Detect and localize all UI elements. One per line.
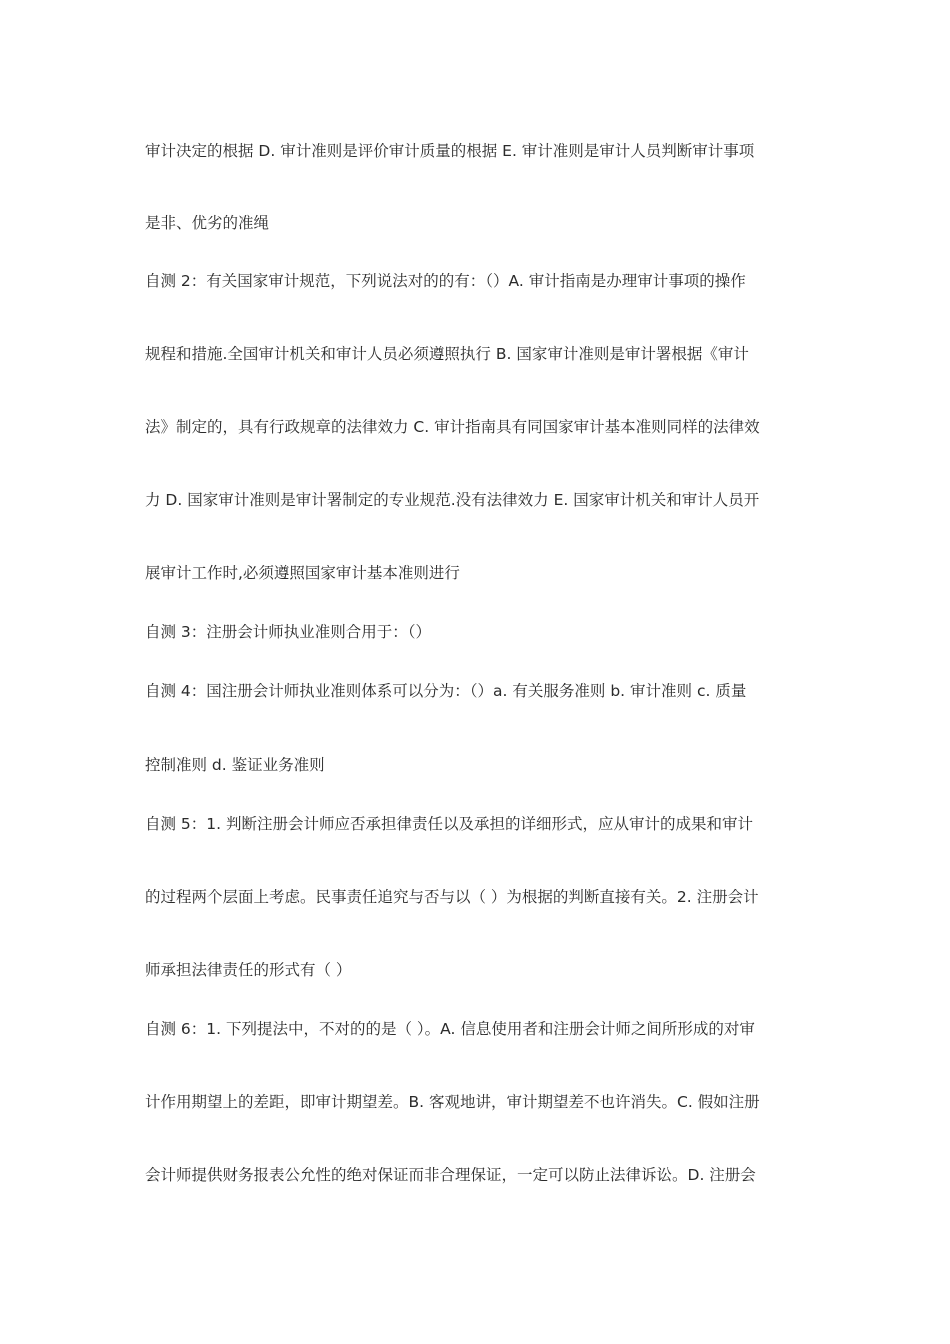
text-line: 会计师提供财务报表公允性的绝对保证而非合理保证，一定可以防止法律诉讼。D. 注册会 xyxy=(145,1166,756,1184)
text-line: 自测 3：注册会计师执业准则合用于：（） xyxy=(145,623,432,641)
text-line: 自测 6：1. 下列提法中，不对的的是（ ）。A. 信息使用者和注册会计师之间所形成的对审 xyxy=(145,1020,755,1038)
text-line: 审计决定的根据 D. 审计准则是评价审计质量的根据 E. 审计准则是审计人员判断审计事项 xyxy=(145,142,755,160)
text-line: 规程和措施.全国审计机关和审计人员必须遵照执行 B. 国家审计准则是审计署根据《审计 xyxy=(145,345,749,363)
text-line: 自测 5：1. 判断注册会计师应否承担律责任以及承担的详细形式，应从审计的成果和审计 xyxy=(145,815,754,833)
text-line: 力 D. 国家审计准则是审计署制定的专业规范.没有法律效力 E. 国家审计机关和审计人员开 xyxy=(145,491,760,509)
text-line: 师承担法律责任的形式有（ ） xyxy=(145,961,352,979)
text-line: 自测 2：有关国家审计规范，下列说法对的的有：（）A. 审计指南是办理审计事项的操作 xyxy=(145,272,746,290)
text-line: 自测 4：国注册会计师执业准则体系可以分为：（）a. 有关服务准则 b. 审计准则 c. 质量 xyxy=(145,682,747,700)
text-line: 是非、优劣的准绳 xyxy=(145,214,270,232)
text-line: 展审计工作时,必须遵照国家审计基本准则进行 xyxy=(145,564,460,582)
text-line: 控制准则 d. 鉴证业务准则 xyxy=(145,756,325,774)
text-line: 的过程两个层面上考虑。民事责任追究与否与以（ ）为根据的判断直接有关。2. 注册会计 xyxy=(145,888,759,906)
text-line: 计作用期望上的差距，即审计期望差。B. 客观地讲，审计期望差不也许消失。C. 假如注册 xyxy=(145,1093,760,1111)
text-line: 法》制定的，具有行政规章的法律效力 C. 审计指南具有同国家审计基本准则同样的法律效 xyxy=(145,418,760,436)
